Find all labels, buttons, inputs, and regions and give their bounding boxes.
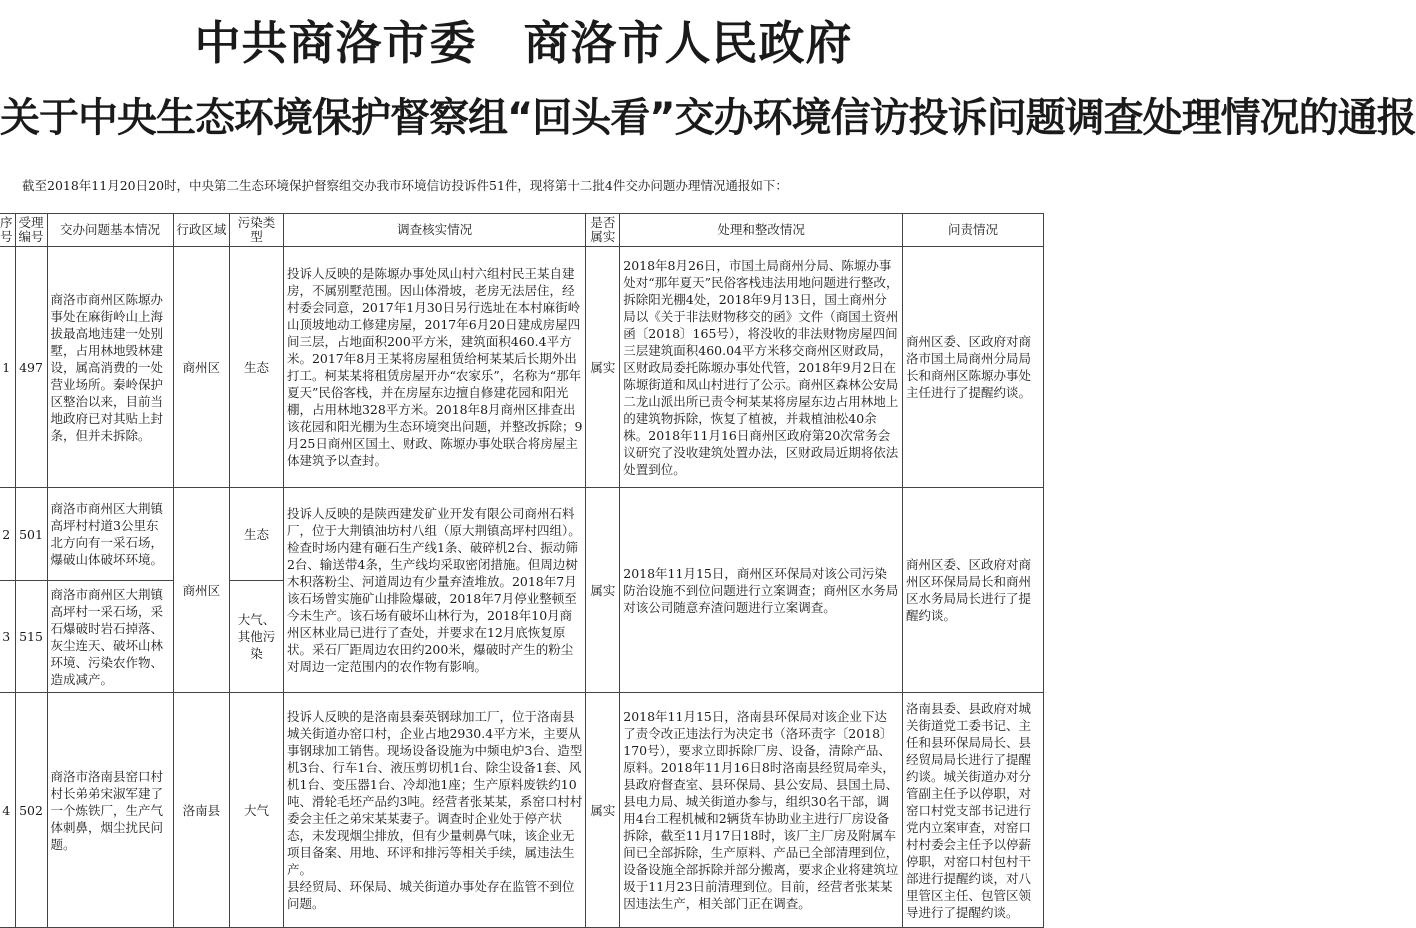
row-investigation: 投诉人反映的是陈塬办事处凤山村六组村民王某自建房，不属别墅范围。因山体滑坡，老房无法居住，经村委会同意，2017年1月30日另行选址在本村麻街岭山顶坡地动工修建房屋，2017年6月20日建成房屋四间三层，占地面积200平方米，建筑面积460.4平方米。2017年8月王某将房屋租赁给柯某某后长期外出打工。柯某某将租赁房屋开办“农家乐”，名称为“那年夏天”民俗客栈，并在房屋东边擅自修建花园和阳光棚，占用林地328平方米。2018年8月商州区排查出该花园和阳光棚为生态环境突出问题，并整改拆除；9月25日商州区国土、财政、陈塬办事处联合将房屋主体建筑予以查封。 xyxy=(283,247,585,488)
table-header-row xyxy=(0,214,1044,247)
row-seq: 4 xyxy=(0,693,15,928)
title-line-1: 中共商洛市委 商洛市人民政府 xyxy=(194,16,853,70)
table-row xyxy=(0,693,1044,928)
row-accountability: 商州区委、区政府对商州区环保局局长和商州区水务局局长进行了提醒约谈。 xyxy=(903,488,1044,693)
header-handling: 处理和整改情况 xyxy=(620,214,903,247)
row-handling: 2018年11月15日，商州区环保局对该公司污染防治设施不到位问题进行立案调查；商州区水务局对该公司随意弃渣问题进行立案调查。 xyxy=(620,488,903,693)
row-basic: 商洛市洛南县窑口村村长弟弟宋淑军建了一个炼铁厂，生产气体刺鼻，烟尘扰民问题。 xyxy=(47,693,173,928)
row-pollution: 大气、其他污染 xyxy=(230,581,284,693)
row-pollution: 生态 xyxy=(230,247,284,488)
row-region: 商州区 xyxy=(173,247,230,488)
row-verified: 属实 xyxy=(586,693,620,928)
row-pollution: 生态 xyxy=(230,488,284,581)
row-basic: 商洛市商州区大荆镇高坪村村道3公里东北方向有一采石场，爆破山体破坏环境。 xyxy=(47,488,173,581)
row-region: 洛南县 xyxy=(173,693,230,928)
header-accept-no: 受理编号 xyxy=(15,214,47,247)
row-accept-no: 501 xyxy=(15,488,47,581)
header-investigation: 调查核实情况 xyxy=(283,214,585,247)
row-accountability: 洛南县委、县政府对城关街道党工委书记、主任和县环保局局长、县经贸局局长进行了提醒约谈。城关街道办对分管副主任予以停职，对窑口村党支部书记进行党内立案审查，对窑口村村委会主任予以停薪停职，对窑口村包村干部进行提醒约谈，对八里管区主任、包管区领导进行了提醒约谈。 xyxy=(903,693,1044,928)
table-row xyxy=(0,247,1044,488)
row-handling: 2018年11月15日，洛南县环保局对该企业下达了责令改正违法行为决定书（洛环责字〔2018〕170号），要求立即拆除厂房、设备，清除产品、原料。2018年11月16日8时洛南县经贸局牵头，县政府督查室、县环保局、县公安局、县国土局、县电力局、城关街道办参与，组织30名干部，调用4台工程机械和2辆货车协助业主进行厂房设备拆除，截至11月17日18时，该厂主厂房及附属车间已全部拆除，生产原料、产品已全部清理到位，设备设施全部拆除并部分搬离，要求企业将建筑垃圾于11月23日前清理到位。目前，经营者张某某因违法生产，相关部门正在调查。 xyxy=(620,693,903,928)
header-region: 行政区域 xyxy=(173,214,230,247)
row-investigation: 投诉人反映的是陕西建发矿业开发有限公司商州石料厂，位于大荆镇油坊村八组（原大荆镇高坪村四组）。检查时场内建有砸石生产线1条、破碎机2台、振动筛2台、输送带4条，生产线均采取密闭措施。但周边树木积落粉尘、河道周边有少量弃渣堆放。2018年7月该石场曾实施矿山排险爆破，2018年7月停业整顿至今未生产。该石场有破坏山林行为，2018年10月商州区林业局已进行了查处，并要求在12月底恢复原状。采石厂距周边农田约200米，爆破时产生的粉尘对周边一定范围内的农作物有影响。 xyxy=(283,488,585,693)
row-region: 商州区 xyxy=(173,488,230,693)
table-row xyxy=(0,488,1044,581)
row-accountability: 商州区委、区政府对商洛市国土局商州分局局长和商州区陈塬办事处主任进行了提醒约谈。 xyxy=(903,247,1044,488)
header-seq: 序号 xyxy=(0,214,15,247)
row-accept-no: 515 xyxy=(15,581,47,693)
row-verified: 属实 xyxy=(586,488,620,693)
row-seq: 3 xyxy=(0,581,15,693)
row-seq: 2 xyxy=(0,488,15,581)
row-handling: 2018年8月26日，市国土局商州分局、陈塬办事处对“那年夏天”民俗客栈违法用地问题进行整改，拆除阳光棚4处，2018年9月13日，国土商州分局以《关于非法财物移交的函》文件（商国土资州函〔2018〕165号），将没收的非法财物房屋四间三层建筑面积460.04平方米移交商州区财政局，区财政局委托陈塬办事处代管，2018年9月2日在陈塬街道和凤山村进行了公示。商州区森林公安局二龙山派出所已责令柯某某将房屋东边占用林地上的建筑物拆除，恢复了植被，并栽植油松40余株。2018年11月16日商州区政府第20次常务会议研究了没收建筑处置办法，区财政局近期将依法处置到位。 xyxy=(620,247,903,488)
row-accept-no: 502 xyxy=(15,693,47,928)
row-verified: 属实 xyxy=(586,247,620,488)
cases-table xyxy=(0,213,1044,928)
header-basic: 交办问题基本情况 xyxy=(47,214,173,247)
row-investigation: 投诉人反映的是洛南县秦英钢球加工厂，位于洛南县城关街道办窑口村，企业占地2930.4平方米，主要从事钢球加工销售。现场设备设施为中频电炉3台、造型机3台、行车1台、液压剪切机1台、除尘设备1套、风机1台、变压器1台、冷却池1座；生产原料废铁约10吨、滑轮毛坯产品约3吨。经营者张某某，系窑口村村委会主任之弟宋某某妻子。调查时企业处于停产状态，未发现烟尘排放，但有少量刺鼻气味，该企业无项目备案、用地、环评和排污等相关手续，属违法生产。 县经贸局、环保局、城关街道办事处存在监管不到位问题。 xyxy=(283,693,585,928)
intro-text: 截至2018年11月20日20时，中央第二生态环境保护督察组交办我市环境信访投诉件51件，现将第十二批4件交办问题办理情况通报如下： xyxy=(22,178,788,193)
header-accountability: 问责情况 xyxy=(903,214,1044,247)
title-line-2: 关于中央生态环境保护督察组“回头看”交办环境信访投诉问题调查处理情况的通报 xyxy=(0,95,1416,141)
row-seq: 1 xyxy=(0,247,15,488)
row-basic: 商洛市商州区大荆镇高坪村一采石场，采石爆破时岩石掉落、灰尘连天、破坏山林环境、污染农作物、造成减产。 xyxy=(47,581,173,693)
header-verified: 是否属实 xyxy=(586,214,620,247)
row-pollution: 大气 xyxy=(230,693,284,928)
row-basic: 商洛市商州区陈塬办事处在麻街岭山上海拔最高地违建一处别墅，占用林地毁林建设，属高消费的一处营业场所。秦岭保护区整治以来，目前当地政府已对其贴上封条，但并未拆除。 xyxy=(47,247,173,488)
header-pollution: 污染类型 xyxy=(230,214,284,247)
row-accept-no: 497 xyxy=(15,247,47,488)
